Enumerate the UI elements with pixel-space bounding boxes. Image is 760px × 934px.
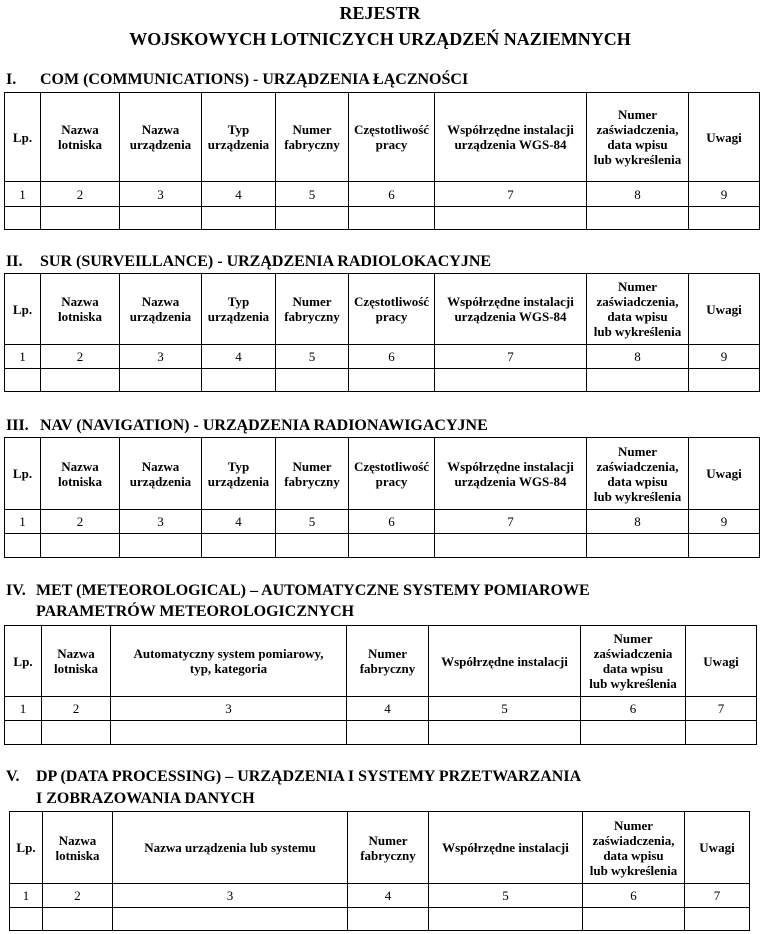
empty-cell [689, 534, 760, 558]
header-cell: Numer fabryczny [276, 438, 349, 510]
empty-cell [41, 207, 120, 230]
section-5-table [9, 811, 750, 931]
section-5-title [6, 767, 581, 787]
column-number: 3 [113, 884, 348, 908]
column-number: 3 [120, 182, 202, 207]
header-cell: Częstotliwość pracy [349, 274, 435, 345]
section-1-number: I. [6, 71, 17, 88]
column-number-row [5, 345, 760, 369]
empty-cell [42, 721, 111, 745]
section-4-number: IV. [6, 582, 26, 599]
header-cell: Nazwa urządzenia [120, 93, 202, 182]
column-number: 2 [41, 182, 120, 207]
empty-cell [429, 721, 581, 745]
header-cell: Lp. [5, 626, 42, 697]
section-3-heading: NAV (NAVIGATION) - URZĄDZENIA RADIONAWIGACYJNE [40, 417, 488, 434]
empty-cell [349, 534, 435, 558]
column-number: 3 [120, 345, 202, 369]
empty-cell [429, 908, 583, 931]
header-cell: Nazwa urządzenia [120, 274, 202, 345]
header-cell: Numer zaświadczenia, data wpisu lub wykreślenia [587, 93, 689, 182]
column-number: 4 [202, 510, 276, 534]
empty-cell [10, 908, 43, 931]
header-cell: Lp. [5, 93, 41, 182]
empty-row [5, 207, 760, 230]
column-number: 1 [10, 884, 43, 908]
empty-cell [587, 534, 689, 558]
header-cell: Numer fabryczny [347, 626, 429, 697]
empty-row [5, 534, 760, 558]
header-cell: Współrzędne instalacji urządzenia WGS-84 [435, 274, 587, 345]
column-number-row [5, 697, 757, 721]
header-cell: Typ urządzenia [202, 438, 276, 510]
empty-cell [5, 369, 41, 392]
header-cell: Numer fabryczny [276, 93, 349, 182]
column-number: 5 [276, 510, 349, 534]
header-cell: Współrzędne instalacji [429, 812, 583, 884]
empty-cell [276, 534, 349, 558]
section-1-table [4, 92, 760, 230]
empty-cell [435, 207, 587, 230]
empty-cell [5, 721, 42, 745]
header-cell: Numer zaświadczenia, data wpisu lub wykreślenia [587, 274, 689, 345]
header-cell: Nazwa lotniska [42, 626, 111, 697]
empty-cell [689, 369, 760, 392]
column-number: 7 [435, 345, 587, 369]
header-cell: Nazwa lotniska [41, 274, 120, 345]
column-number: 2 [41, 345, 120, 369]
header-cell: Nazwa urządzenia lub systemu [113, 812, 348, 884]
column-number: 6 [349, 345, 435, 369]
header-cell: Częstotliwość pracy [349, 93, 435, 182]
header-cell: Nazwa urządzenia [120, 438, 202, 510]
header-cell: Współrzędne instalacji urządzenia WGS-84 [435, 438, 587, 510]
column-number-row [5, 510, 760, 534]
column-number: 1 [5, 345, 41, 369]
column-number: 9 [689, 345, 760, 369]
column-number: 8 [587, 182, 689, 207]
section-5-number: V. [6, 768, 20, 785]
empty-cell [349, 207, 435, 230]
column-number: 8 [587, 345, 689, 369]
header-cell: Współrzędne instalacji [429, 626, 581, 697]
column-number: 1 [5, 182, 41, 207]
section-4-heading: MET (METEOROLOGICAL) – AUTOMATYCZNE SYSTEMY POMIAROWE [36, 582, 590, 599]
empty-row [5, 721, 757, 745]
header-cell: Uwagi [689, 93, 760, 182]
header-cell: Automatyczny system pomiarowy, typ, kategoria [111, 626, 347, 697]
empty-cell [689, 207, 760, 230]
column-number: 6 [581, 697, 686, 721]
empty-cell [587, 369, 689, 392]
empty-cell [5, 534, 41, 558]
column-number: 8 [587, 510, 689, 534]
empty-cell [435, 534, 587, 558]
empty-cell [348, 908, 429, 931]
column-number: 7 [435, 182, 587, 207]
column-number: 7 [685, 884, 750, 908]
empty-cell [686, 721, 757, 745]
column-number: 1 [5, 697, 42, 721]
header-row [10, 812, 750, 884]
empty-cell [276, 369, 349, 392]
section-5-heading: DP (DATA PROCESSING) – URZĄDZENIA I SYSTEMY PRZETWARZANIA [36, 768, 582, 785]
column-number: 4 [202, 182, 276, 207]
section-3-number: III. [6, 417, 29, 434]
document-subtitle: WOJSKOWYCH LOTNICZYCH URZĄDZEŃ NAZIEMNYCH [129, 29, 631, 49]
column-number: 4 [202, 345, 276, 369]
column-number: 4 [347, 697, 429, 721]
section-4-title [6, 581, 590, 601]
header-cell: Numer fabryczny [348, 812, 429, 884]
empty-cell [435, 369, 587, 392]
empty-cell [120, 369, 202, 392]
column-number: 6 [583, 884, 685, 908]
empty-cell [202, 207, 276, 230]
section-3-table [4, 437, 760, 558]
column-number: 5 [276, 345, 349, 369]
column-number: 3 [120, 510, 202, 534]
empty-cell [113, 908, 348, 931]
empty-cell [349, 369, 435, 392]
header-cell: Nazwa lotniska [43, 812, 113, 884]
section-1-heading: COM (COMMUNICATIONS) - URZĄDZENIA ŁĄCZNOŚCI [40, 71, 469, 88]
column-number: 2 [41, 510, 120, 534]
header-cell: Typ urządzenia [202, 93, 276, 182]
empty-row [10, 908, 750, 931]
section-1-title [6, 70, 468, 90]
empty-cell [583, 908, 685, 931]
section-2-heading: SUR (SURVEILLANCE) - URZĄDZENIA RADIOLOKACYJNE [40, 253, 492, 270]
section-3-title [6, 416, 488, 436]
column-number: 1 [5, 510, 41, 534]
column-number: 5 [429, 884, 583, 908]
column-number: 6 [349, 182, 435, 207]
column-number: 7 [686, 697, 757, 721]
column-number: 4 [348, 884, 429, 908]
section-4-table [4, 625, 757, 745]
header-cell: Uwagi [689, 438, 760, 510]
column-number: 9 [689, 510, 760, 534]
column-number-row [5, 182, 760, 207]
header-cell: Nazwa lotniska [41, 438, 120, 510]
empty-cell [43, 908, 113, 931]
column-number: 5 [429, 697, 581, 721]
header-cell: Numer fabryczny [276, 274, 349, 345]
empty-cell [120, 207, 202, 230]
header-cell: Uwagi [685, 812, 750, 884]
column-number: 2 [43, 884, 113, 908]
header-cell: Lp. [5, 274, 41, 345]
header-row [5, 93, 760, 182]
empty-cell [111, 721, 347, 745]
header-row [5, 438, 760, 510]
document-title: REJESTR [339, 3, 421, 23]
header-cell: Współrzędne instalacji urządzenia WGS-84 [435, 93, 587, 182]
empty-cell [120, 534, 202, 558]
section-5-heading-line2: I ZOBRAZOWANIA DANYCH [36, 790, 255, 807]
column-number: 9 [689, 182, 760, 207]
empty-cell [347, 721, 429, 745]
section-2-number: II. [6, 253, 23, 270]
header-cell: Lp. [10, 812, 43, 884]
header-cell: Nazwa lotniska [41, 93, 120, 182]
empty-cell [587, 207, 689, 230]
header-cell: Uwagi [689, 274, 760, 345]
header-row [5, 626, 757, 697]
empty-cell [202, 534, 276, 558]
column-number: 7 [435, 510, 587, 534]
header-cell: Typ urządzenia [202, 274, 276, 345]
section-4-heading-line2: PARAMETRÓW METEOROLOGICZNYCH [36, 603, 355, 620]
column-number: 6 [349, 510, 435, 534]
column-number-row [10, 884, 750, 908]
header-cell: Numer zaświadczenia, data wpisu lub wykreślenia [587, 438, 689, 510]
header-cell: Uwagi [686, 626, 757, 697]
column-number: 5 [276, 182, 349, 207]
empty-cell [41, 534, 120, 558]
column-number: 2 [42, 697, 111, 721]
header-row [5, 274, 760, 345]
header-cell: Lp. [5, 438, 41, 510]
empty-row [5, 369, 760, 392]
section-2-title [6, 252, 491, 272]
header-cell: Numer zaświadczenia data wpisu lub wykreślenia [581, 626, 686, 697]
section-2-table [4, 273, 760, 392]
header-cell: Numer zaświadczenia, data wpisu lub wykreślenia [583, 812, 685, 884]
empty-cell [5, 207, 41, 230]
header-cell: Częstotliwość pracy [349, 438, 435, 510]
empty-cell [276, 207, 349, 230]
column-number: 3 [111, 697, 347, 721]
empty-cell [41, 369, 120, 392]
empty-cell [581, 721, 686, 745]
empty-cell [202, 369, 276, 392]
empty-cell [685, 908, 750, 931]
